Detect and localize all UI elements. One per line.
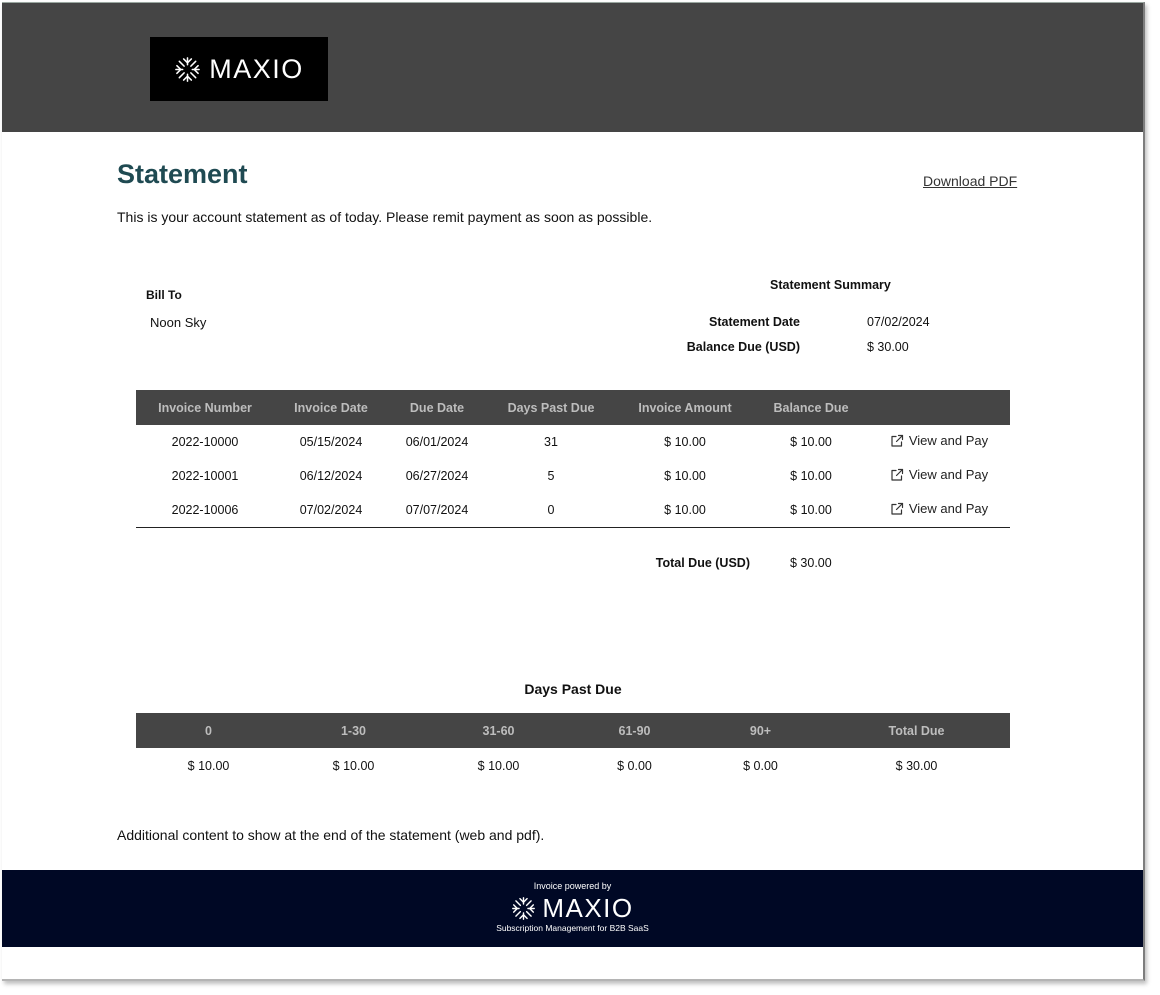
balance-due-value: $ 30.00 — [867, 340, 909, 354]
aging-value-61-90: $ 0.00 — [617, 759, 652, 773]
due-date: 07/07/2024 — [388, 493, 486, 528]
view-and-pay-link[interactable] — [890, 467, 988, 482]
view-and-pay-label: View and Pay — [908, 467, 989, 483]
external-link-icon — [890, 434, 904, 448]
page-title: Statement — [117, 159, 248, 189]
table-row — [136, 459, 1010, 493]
col-header-invoice-number: Invoice Number — [136, 390, 274, 425]
invoice-number: 2022-10000 — [171, 435, 239, 449]
view-and-pay-link[interactable] — [890, 433, 988, 448]
page-header — [2, 3, 1143, 132]
invoice-amount: $ 10.00 — [616, 493, 754, 528]
col-header-days-past-due: Days Past Due — [486, 390, 616, 425]
statement-date-value: 07/02/2024 — [867, 315, 930, 329]
additional-content-text: Additional content to show at the end of the statement (web and pdf). — [117, 827, 545, 843]
download-pdf-link[interactable]: Download PDF — [923, 173, 1018, 189]
aging-col-1-30: 1-30 — [281, 713, 426, 748]
balance-due: $ 10.00 — [790, 469, 832, 483]
aging-value-0: $ 10.00 — [187, 759, 230, 773]
aging-col-90-plus: 90+ — [698, 713, 823, 748]
external-link-icon — [890, 468, 904, 482]
aging-value-31-60: $ 10.00 — [477, 759, 520, 773]
maxio-logo-icon — [511, 896, 536, 921]
balance-due: $ 10.00 — [790, 435, 832, 449]
aging-table — [136, 713, 1010, 784]
bill-to-label: Bill To — [146, 288, 182, 302]
view-and-pay-link[interactable] — [890, 501, 988, 516]
balance-due-label: Balance Due (USD) — [686, 340, 800, 354]
aging-value-total-due: $ 30.00 — [895, 759, 938, 773]
action-cell — [868, 425, 1010, 459]
col-header-invoice-date: Invoice Date — [274, 390, 388, 425]
logo-wordmark: MAXIO — [209, 53, 304, 84]
aging-value-90-plus: $ 0.00 — [743, 759, 778, 773]
total-due-value: $ 30.00 — [790, 556, 832, 570]
table-row — [136, 425, 1010, 459]
footer-maxio-logo — [2, 893, 1143, 924]
invoice-amount: $ 10.00 — [664, 435, 706, 449]
aging-title: Days Past Due — [524, 681, 622, 697]
footer-logo-wordmark: MAXIO — [542, 893, 634, 923]
invoice-table-header — [136, 390, 1010, 425]
aging-col-0: 0 — [136, 713, 281, 748]
action-cell — [868, 493, 1010, 528]
statement-page — [2, 2, 1145, 981]
balance-due: $ 10.00 — [754, 493, 868, 528]
action-cell — [868, 459, 1010, 493]
due-date: 06/01/2024 — [405, 435, 469, 449]
maxio-logo-icon — [174, 56, 201, 83]
statement-summary-title: Statement Summary — [770, 278, 891, 292]
invoice-number: 2022-10001 — [171, 469, 239, 483]
invoice-date: 05/15/2024 — [299, 435, 363, 449]
aging-col-total-due: Total Due — [823, 713, 1010, 748]
total-due-label: Total Due (USD) — [655, 556, 750, 570]
table-row — [136, 748, 1010, 784]
bill-to-name: Noon Sky — [150, 315, 207, 330]
aging-table-header — [136, 713, 1010, 748]
invoice-table — [136, 390, 1010, 528]
view-and-pay-label: View and Pay — [908, 501, 989, 517]
aging-col-61-90: 61-90 — [571, 713, 698, 748]
invoice-amount: $ 10.00 — [664, 469, 706, 483]
table-row — [136, 493, 1010, 528]
due-date: 06/27/2024 — [405, 469, 469, 483]
statement-date-label: Statement Date — [709, 315, 800, 329]
col-header-invoice-amount: Invoice Amount — [616, 390, 754, 425]
col-header-due-date: Due Date — [388, 390, 486, 425]
invoice-number: 2022-10006 — [136, 493, 274, 528]
footer-tagline: Subscription Management for B2B SaaS — [496, 923, 649, 933]
maxio-logo — [150, 37, 328, 101]
col-header-balance-due: Balance Due — [754, 390, 868, 425]
powered-by-text: Invoice powered by — [533, 881, 612, 891]
aging-value-1-30: $ 10.00 — [332, 759, 375, 773]
days-past-due: 31 — [544, 435, 558, 449]
intro-text: This is your account statement as of today. Please remit payment as soon as possible. — [117, 209, 653, 225]
days-past-due: 5 — [547, 469, 555, 483]
view-and-pay-label: View and Pay — [908, 433, 989, 449]
days-past-due: 0 — [486, 493, 616, 528]
page-footer — [2, 870, 1143, 947]
invoice-date: 06/12/2024 — [299, 469, 363, 483]
invoice-date: 07/02/2024 — [274, 493, 388, 528]
external-link-icon — [890, 502, 904, 516]
col-header-action — [868, 390, 1010, 425]
aging-col-31-60: 31-60 — [426, 713, 571, 748]
